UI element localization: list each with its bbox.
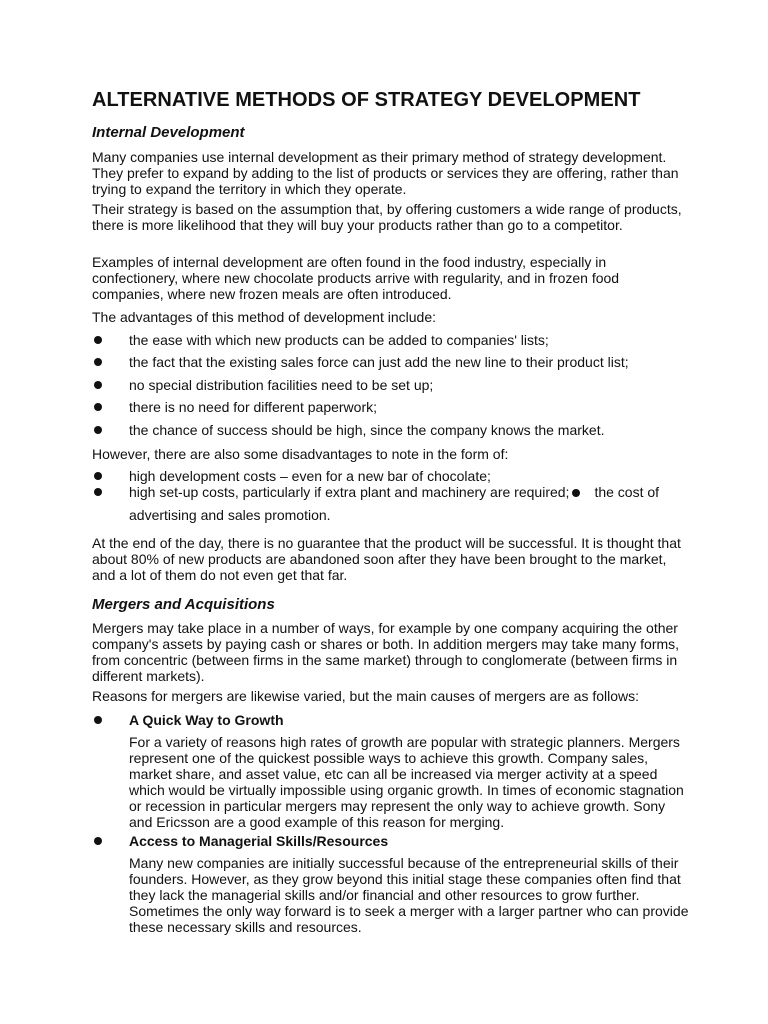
list-item (92, 399, 692, 415)
paragraph: Their strategy is based on the assumption that, by offering customers a wide range of products, there is more likelihood that they will buy your products rather than go to a competitor. (92, 201, 682, 233)
paragraph: Many companies use internal development as their primary method of strategy development. They prefer to expand by adding to the list of products or services they are offering, rather than trying to expand the territory in which they operate. (92, 149, 679, 197)
list-item (92, 712, 692, 728)
bullet-icon (94, 837, 102, 845)
list-item (92, 377, 692, 393)
list-intro: Reasons for mergers are likewise varied, but the main causes of mergers are as follows: (92, 688, 640, 704)
list-item-text: the ease with which new products can be added to companies' lists; (129, 332, 549, 348)
list-item (92, 422, 692, 438)
bullet-icon (94, 488, 102, 496)
page-title: ALTERNATIVE METHODS OF STRATEGY DEVELOPMENT (92, 89, 641, 111)
paragraph: Examples of internal development are often found in the food industry, especially in confectionery, where new chocolate products arrive with regularity, and in frozen food companies, where new frozen meals are often introduced. (92, 254, 620, 302)
bullet-icon (94, 426, 102, 434)
paragraph: Mergers may take place in a number of ways, for example by one company acquiring the other company's assets by paying cash or shares or both. In addition mergers may take many forms, from concentric (between firms in the same market) through to conglomerate (between firms in different markets). (92, 620, 680, 684)
list-item-text: there is no need for different paperwork; (129, 399, 378, 415)
reason-text: For a variety of reasons high rates of growth are popular with strategic planners. Mergers represent one of the quickest possible ways to achieve this growth. Company sales, market share, and asset value, etc can all be increased via merger activity at a speed which would be virtually impossible using organic growth. In times of economic stagnation or recession in particular mergers may represent the only way to achieve growth. Sony and Ericsson are a good example of this reason for merging. (129, 734, 684, 830)
list-item-text: high development costs – even for a new bar of chocolate; (129, 468, 491, 484)
reason-text: Many new companies are initially successful because of the entrepreneurial skills of their founders. However, as they grow beyond this initial stage these companies often find that they lack the managerial skills and/or financial and other resources to grow further. Sometimes the only way forward is to seek a merger with a larger partner who can provide these necessary skills and resources. (129, 855, 689, 935)
list-item-text: the fact that the existing sales force can just add the new line to their product list; (129, 354, 629, 370)
bullet-icon (94, 472, 102, 480)
list-item-text: high set-up costs, particularly if extra plant and machinery are required; (129, 484, 570, 500)
bullet-icon (572, 489, 580, 497)
bullet-icon (94, 358, 102, 366)
bullet-icon (94, 716, 102, 724)
bullet-icon (94, 336, 102, 344)
list-item-continuation: advertising and sales promotion. (129, 507, 331, 523)
list-item-text: no special distribution facilities need to be set up; (129, 377, 434, 393)
list-intro: However, there are also some disadvantages to note in the form of: (92, 446, 509, 462)
list-intro: The advantages of this method of development include: (92, 309, 436, 325)
paragraph: At the end of the day, there is no guarantee that the product will be successful. It is thought that about 80% of new products are abandoned soon after they have been brought to the market, and a lot of them do not even get that far. (92, 535, 681, 583)
section-heading-mergers-and-acquisitions: Mergers and Acquisitions (92, 596, 275, 613)
list-item (92, 833, 692, 849)
reason-title: A Quick Way to Growth (129, 712, 284, 728)
list-item (92, 354, 692, 370)
reason-title: Access to Managerial Skills/Resources (129, 833, 389, 849)
list-item (92, 468, 692, 484)
section-heading-internal-development: Internal Development (92, 124, 245, 141)
list-item (92, 484, 692, 500)
bullet-icon (94, 403, 102, 411)
bullet-icon (94, 381, 102, 389)
list-item-text: the cost of (594, 484, 660, 500)
list-item-text: the chance of success should be high, since the company knows the market. (129, 422, 605, 438)
list-item (92, 332, 692, 348)
